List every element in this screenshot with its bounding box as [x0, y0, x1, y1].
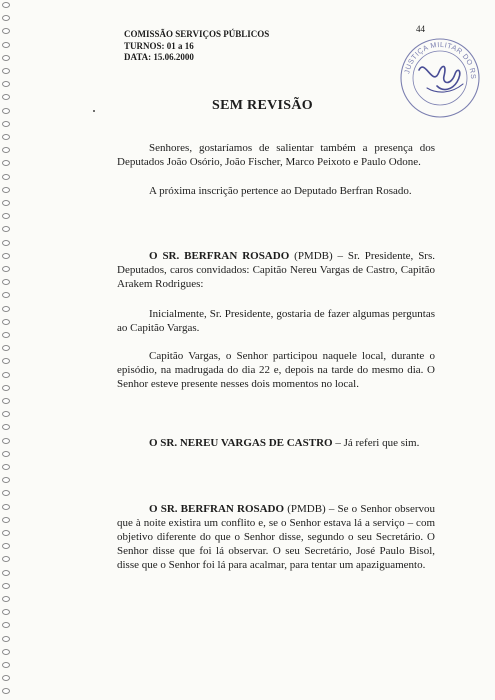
signature-underline [427, 84, 463, 92]
paragraph-text: – Já referi que sim. [332, 437, 420, 449]
binder-hole [2, 358, 10, 364]
binder-hole [2, 464, 10, 470]
binder-hole [2, 543, 10, 549]
binder-hole [2, 530, 10, 536]
commission-name: COMISSÃO SERVIÇOS PÚBLICOS [124, 29, 270, 39]
binder-hole [2, 385, 10, 391]
binder-holes [1, 2, 13, 698]
binder-hole [2, 15, 10, 21]
binder-hole [2, 596, 10, 602]
page-title: SEM REVISÃO [212, 98, 313, 113]
binder-hole [2, 372, 10, 378]
binder-hole [2, 490, 10, 496]
stamp-seal-icon [397, 34, 483, 120]
document-header [124, 29, 269, 64]
binder-hole [2, 108, 10, 114]
binder-hole [2, 649, 10, 655]
binder-hole [2, 174, 10, 180]
binder-hole [2, 675, 10, 681]
binder-hole [2, 688, 10, 694]
paragraph-5 [117, 349, 435, 391]
ink-dot [93, 110, 95, 112]
paragraph-text: A próxima inscrição pertence ao Deputado Berfran Rosado. [149, 185, 412, 197]
paragraph-3 [117, 249, 435, 291]
binder-hole [2, 556, 10, 562]
paragraph-text: Senhores, gostaríamos de salientar também a presença dos Deputados João Osório, João Fischer, Marco Peixoto e Paulo Odone. [117, 142, 435, 168]
paragraph-4 [117, 307, 435, 335]
binder-hole [2, 583, 10, 589]
binder-hole [2, 213, 10, 219]
paragraph-2 [117, 184, 435, 198]
binder-hole [2, 319, 10, 325]
binder-hole [2, 504, 10, 510]
speaker-name: O SR. BERFRAN ROSADO [149, 503, 285, 515]
binder-hole [2, 477, 10, 483]
paragraph-1 [117, 141, 435, 169]
binder-hole [2, 200, 10, 206]
binder-hole [2, 147, 10, 153]
binder-hole [2, 81, 10, 87]
paragraph-text: Capitão Vargas, o Senhor participou naquele local, durante o episódio, na madrugada do dia 22 e, depois na tarde do mesmo dia. O Senhor esteve presente nesses dois momentos no local. [117, 350, 435, 390]
binder-hole [2, 332, 10, 338]
paragraph-text: (PMDB) – Se o Senhor observou que à noite existira um conflito e, se o Senhor estava lá a serviço – com objetivo diferente do que o Senhor disse, segundo o seu Secretário. O Senhor disse que foi lá observar. O seu Secretário, José Paulo Bisol, disse que o Senhor foi lá para acalmar, para tentar um apaziguamento. [117, 503, 435, 571]
binder-hole [2, 226, 10, 232]
binder-hole [2, 438, 10, 444]
binder-hole [2, 424, 10, 430]
binder-hole [2, 306, 10, 312]
shifts-line: TURNOS: 01 a 16 [124, 40, 194, 51]
paragraph-7 [117, 502, 435, 572]
binder-hole [2, 187, 10, 193]
page-number: 44 [416, 24, 425, 34]
binder-hole [2, 42, 10, 48]
signature-stroke [419, 66, 460, 89]
binder-hole [2, 398, 10, 404]
binder-hole [2, 121, 10, 127]
binder-hole [2, 411, 10, 417]
binder-hole [2, 622, 10, 628]
binder-hole [2, 160, 10, 166]
binder-hole [2, 662, 10, 668]
binder-hole [2, 240, 10, 246]
binder-hole [2, 28, 10, 34]
binder-hole [2, 253, 10, 259]
binder-hole [2, 134, 10, 140]
binder-hole [2, 94, 10, 100]
binder-hole [2, 517, 10, 523]
binder-hole [2, 68, 10, 74]
binder-hole [2, 292, 10, 298]
binder-hole [2, 570, 10, 576]
speaker-name: O SR. BERFRAN ROSADO [149, 250, 290, 262]
binder-hole [2, 345, 10, 351]
binder-hole [2, 609, 10, 615]
speaker-name: O SR. NEREU VARGAS DE CASTRO [149, 437, 333, 449]
date-line: DATA: 15.06.2000 [124, 52, 194, 62]
binder-hole [2, 451, 10, 457]
binder-hole [2, 266, 10, 272]
binder-hole [2, 279, 10, 285]
stamp-text: JUSTIÇA MILITAR DO RS [402, 39, 479, 80]
paragraph-text: Inicialmente, Sr. Presidente, gostaria de fazer algumas perguntas ao Capitão Vargas. [117, 308, 435, 334]
binder-hole [2, 55, 10, 61]
paragraph-text: (PMDB) – Sr. Presidente, Srs. Deputados, caros convidados: Capitão Nereu Vargas de Castro, Capitão Arakem Rodrigues: [117, 250, 436, 290]
binder-hole [2, 636, 10, 642]
paragraph-6 [117, 436, 435, 450]
binder-hole [2, 2, 10, 8]
